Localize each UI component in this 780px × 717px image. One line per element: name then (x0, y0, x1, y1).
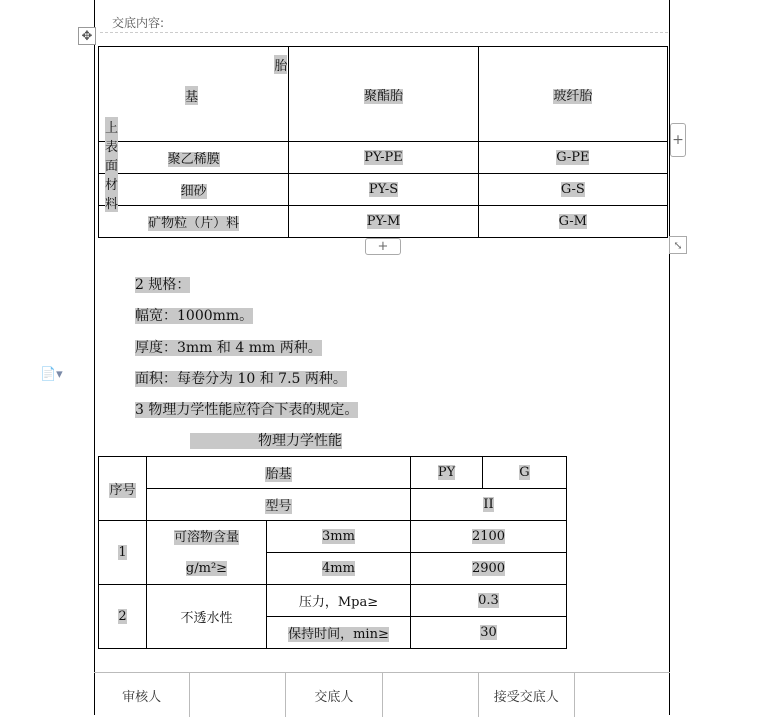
signature-field-reviewer[interactable] (190, 673, 286, 717)
row1-no: 1 (99, 521, 147, 585)
cell: G-M (559, 214, 587, 229)
header-model-value: II (411, 489, 567, 521)
divider (100, 32, 668, 33)
document-icon[interactable]: 📄▾ (40, 367, 63, 382)
row2a-value: 0.3 (411, 585, 567, 617)
page-left-edge (94, 0, 95, 715)
section-label: 交底内容: (112, 14, 164, 31)
signature-field-receiver[interactable] (574, 673, 670, 717)
paragraph-width: 幅宽：1000mm。 (135, 305, 253, 325)
cell: 聚乙稀膜 (168, 152, 220, 167)
resize-icon[interactable]: ⤡ (669, 236, 687, 254)
col-header-polyester: 聚酯胎 (289, 47, 478, 142)
header-py: PY (411, 457, 483, 489)
cell: PY-S (369, 182, 398, 197)
row1b-value: 2900 (411, 553, 567, 585)
row1b-condition: 4mm (267, 553, 411, 585)
tire-base-table (98, 46, 668, 238)
table-row (99, 585, 567, 617)
row1a-condition: 3mm (267, 521, 411, 553)
row2-no: 2 (99, 585, 147, 649)
cell: 矿物粒（片）料 (148, 216, 239, 231)
cell: PY-M (367, 214, 401, 229)
row2b-value: 30 (411, 617, 567, 649)
header-base: 胎基 (147, 457, 411, 489)
row2-item: 不透水性 (147, 585, 267, 649)
page-right-edge (669, 0, 670, 715)
header-g: G (483, 457, 567, 489)
paragraph-properties: 3 物理力学性能应符合下表的规定。 (135, 399, 358, 419)
row1a-value: 2100 (411, 521, 567, 553)
row1-item: 可溶物含量 g/m²≥ (147, 521, 267, 585)
diagonal-header-cell: 胎 基 上表面材料 (99, 47, 289, 142)
paragraph-area: 面积：每卷分为 10 和 7.5 两种。 (135, 368, 347, 388)
paragraph-thickness: 厚度：3mm 和 4 mm 两种。 (135, 337, 322, 357)
col-header-glassfiber: 玻纤胎 (478, 47, 667, 142)
header-no: 序号 (99, 457, 147, 521)
move-cross-icon[interactable]: ✥ (78, 27, 96, 45)
signature-field-discloser[interactable] (382, 673, 478, 717)
signature-label-receiver: 接受交底人 (478, 673, 574, 717)
signature-label-reviewer: 审核人 (94, 673, 190, 717)
table-row (99, 142, 668, 174)
table2-title: 物理力学性能 (190, 430, 342, 450)
row2b-condition: 保持时间，min≥ (267, 617, 411, 649)
add-row-button[interactable]: + (365, 238, 401, 255)
table-row (99, 206, 668, 238)
physical-properties-table (98, 456, 567, 649)
signature-table (94, 672, 670, 717)
cell: 细砂 (181, 184, 207, 199)
cell: G-PE (556, 150, 589, 165)
cell: PY-PE (364, 150, 403, 165)
add-column-button[interactable]: + (670, 123, 686, 157)
table-row (99, 174, 668, 206)
paragraph-spec-heading: 2 规格： (135, 274, 190, 294)
table-row (99, 521, 567, 553)
signature-label-discloser: 交底人 (286, 673, 382, 717)
row2a-condition: 压力，Mpa≥ (267, 585, 411, 617)
header-model: 型号 (147, 489, 411, 521)
cell: G-S (561, 182, 585, 197)
